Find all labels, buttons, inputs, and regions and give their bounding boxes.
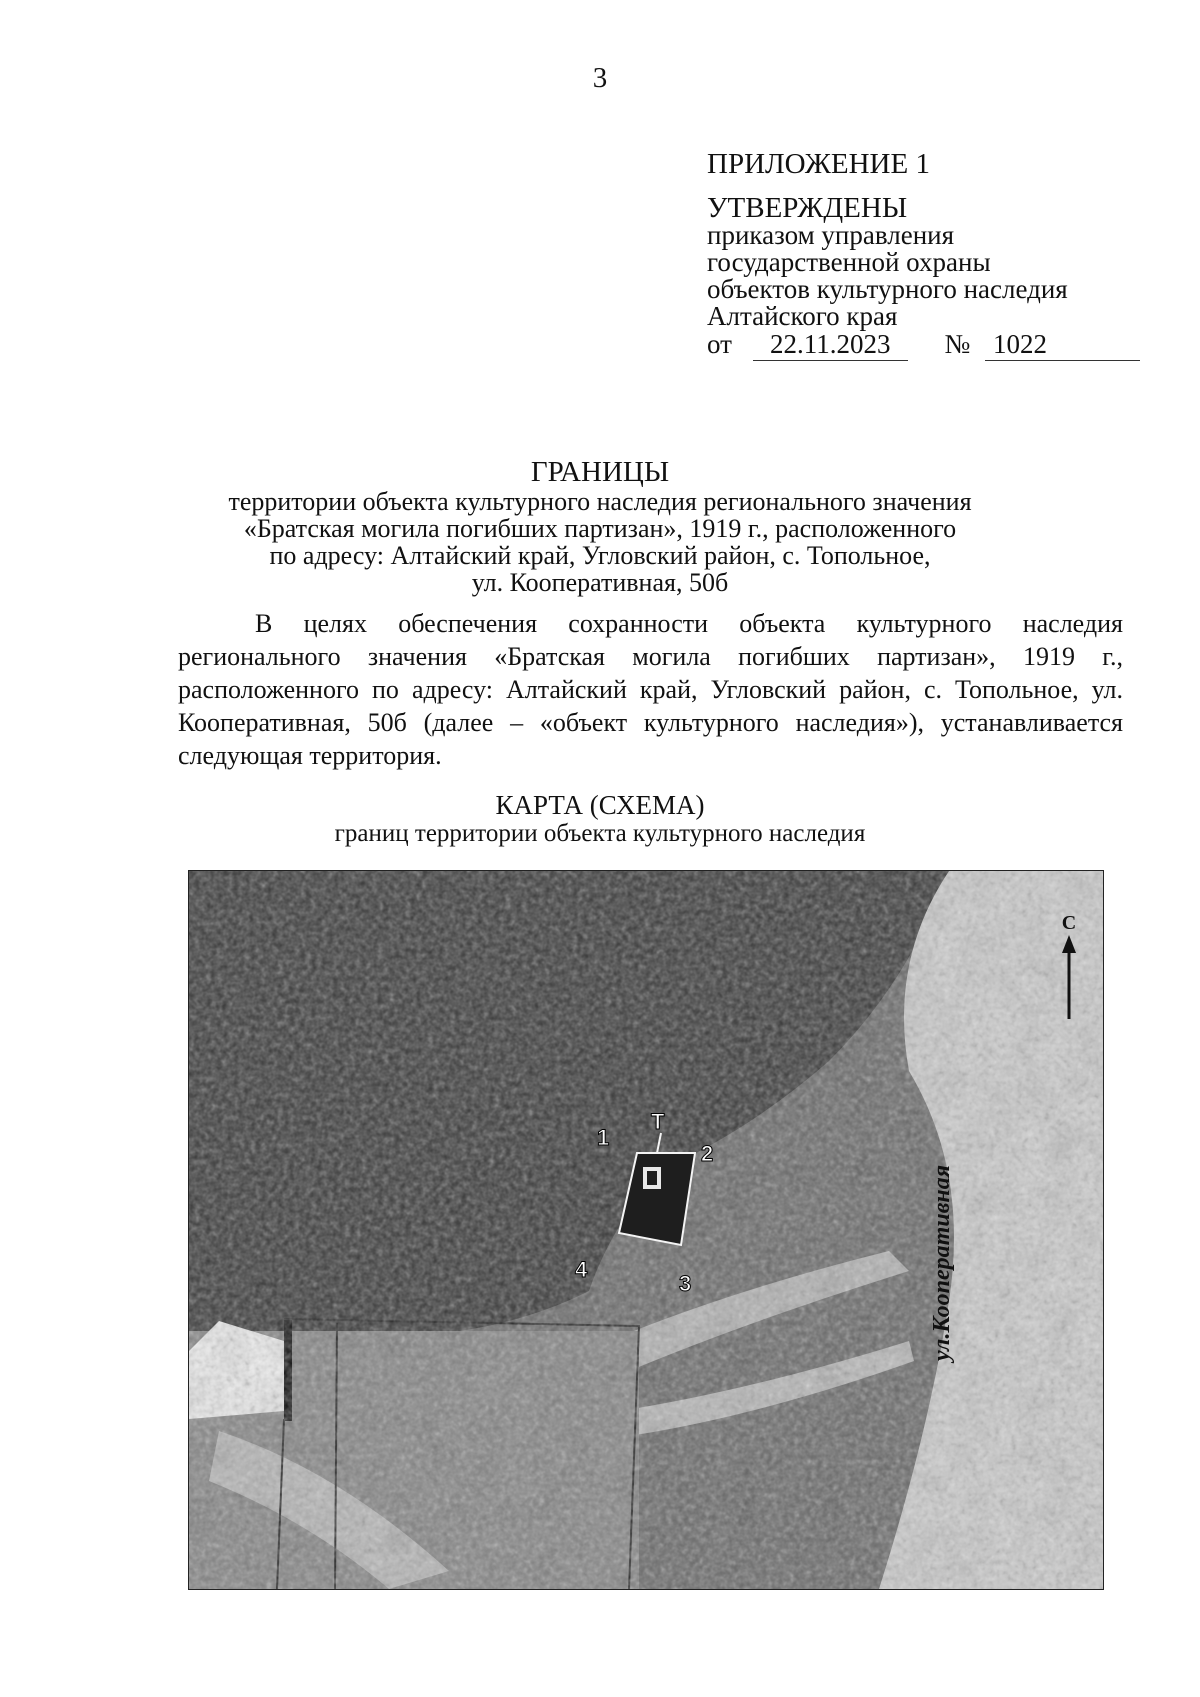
point-label-3: 3: [679, 1271, 692, 1296]
approved-by-line: объектов культурного наследия: [707, 274, 1068, 304]
date-prefix: от: [707, 329, 732, 359]
approved-by-line: Алтайского края: [707, 301, 898, 331]
point-label-2: 2: [701, 1141, 714, 1166]
approved-label: УТВЕРЖДЕНЫ: [707, 192, 908, 224]
subtitle-line: по адресу: Алтайский край, Угловский район, с. Топольное,: [269, 541, 931, 570]
approved-by-line: государственной охраны: [707, 247, 991, 277]
marker-label: Т: [651, 1109, 665, 1134]
order-date: 22.11.2023: [753, 328, 908, 361]
street-label: ул.Кооперативная: [929, 1164, 955, 1361]
map-subtitle: границ территории объекта культурного наследия: [334, 820, 866, 847]
monument-marker-inner: [647, 1171, 657, 1185]
page-number: 3: [592, 62, 608, 94]
subtitle-line: территории объекта культурного наследия регионального значения: [228, 487, 972, 516]
body-paragraph: В целях обеспечения сохранности объекта культурного наследия регионального значения «Братская могила погибших партизан», 1919 г., расположенного по адресу: Алтайский край, Угловский район, с. Топольное, ул. Кооперативная, 50б (далее – «объект культурного наследия»), устанавливается следующая территория.: [178, 609, 1123, 770]
order-date-number-row: [707, 328, 1140, 361]
appendix-label: ПРИЛОЖЕНИЕ 1: [707, 148, 930, 180]
document-title: ГРАНИЦЫ: [530, 456, 670, 488]
approved-by-line: приказом управления: [707, 220, 955, 250]
subtitle-line: «Братская могила погибших партизан», 1919 г., расположенного: [243, 514, 957, 543]
map-title: КАРТА (СХЕМА): [495, 790, 705, 820]
north-label: С: [1061, 912, 1077, 934]
subtitle-line: ул. Кооперативная, 50б: [471, 568, 729, 597]
aerial-map: [188, 870, 1104, 1590]
number-prefix: №: [944, 329, 971, 359]
point-label-1: 1: [597, 1125, 610, 1150]
order-number: 1022: [985, 328, 1140, 361]
point-label-4: 4: [575, 1257, 588, 1282]
